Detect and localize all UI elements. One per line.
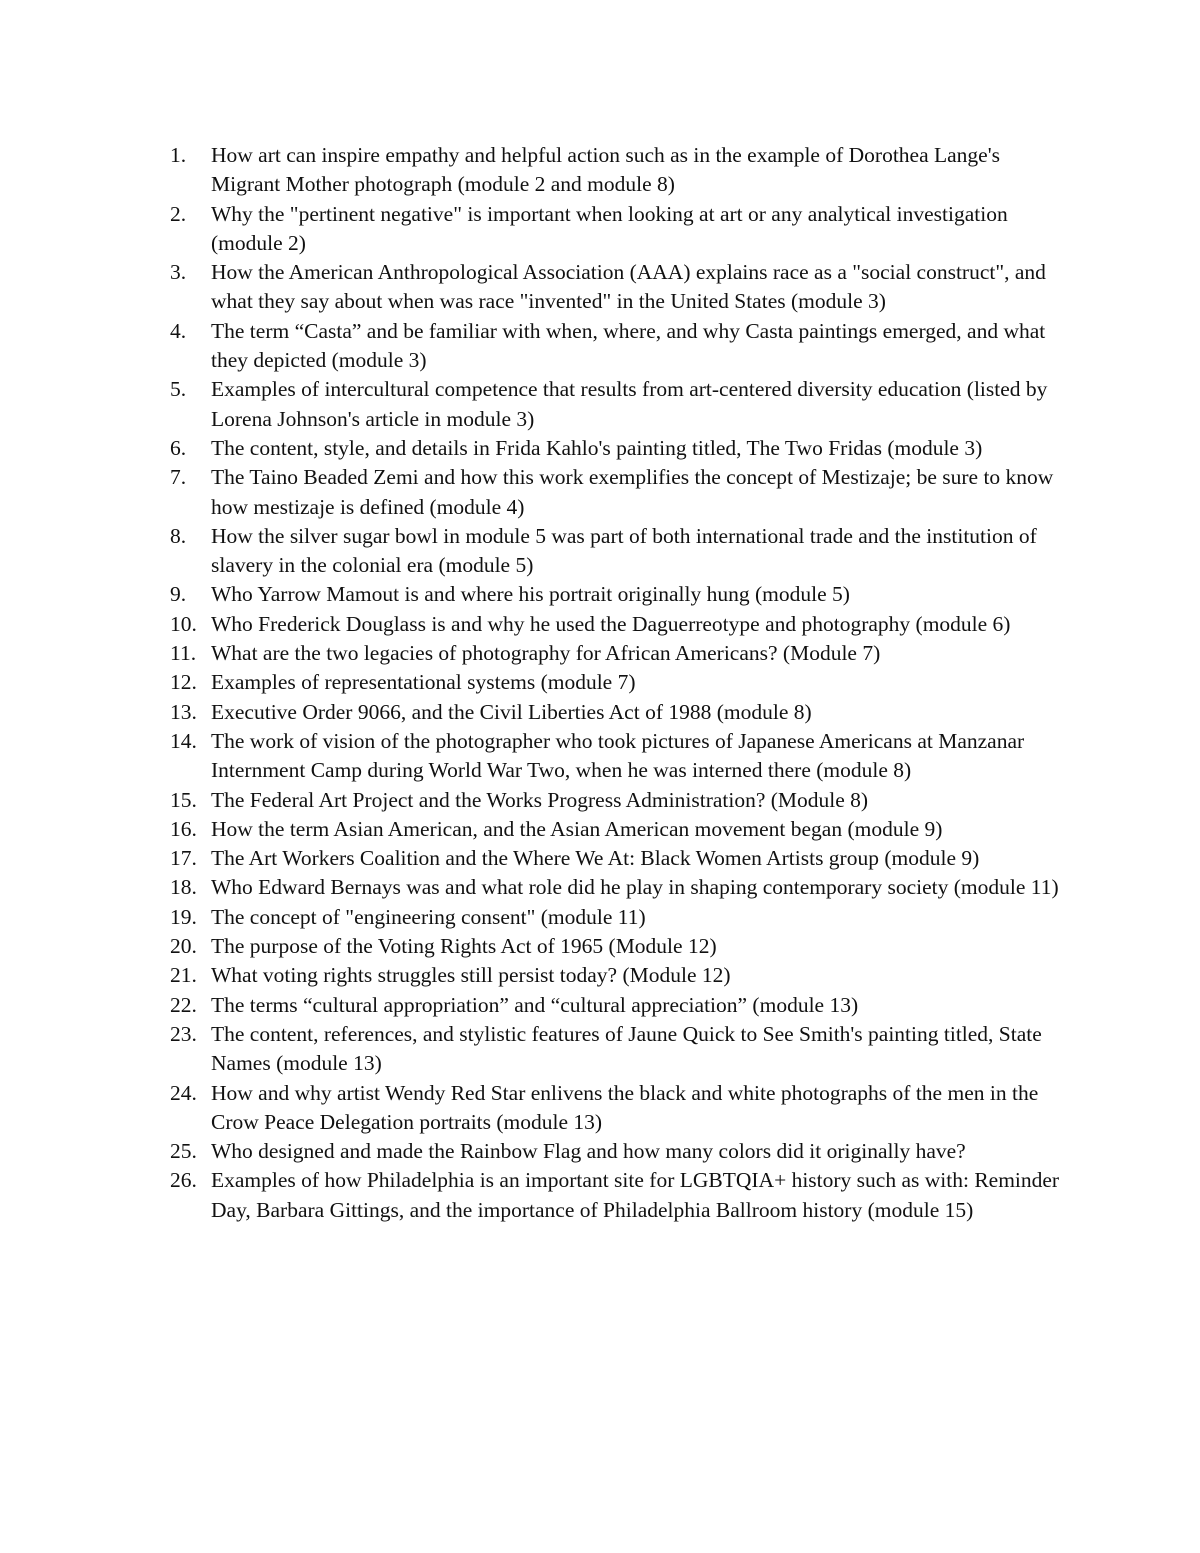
item-text: The work of vision of the photographer who took pictures of Japanese Americans at Manzanar Internment Camp during World War Two, when he was interned there (module 8) [211, 728, 1025, 783]
item-text: How art can inspire empathy and helpful action such as in the example of Dorothea Lange's Migrant Mother photograph (module 2 and module 8) [211, 143, 1000, 197]
item-number: 20. [170, 934, 197, 959]
list-item [170, 1079, 1070, 1138]
item-number: 23. [170, 1021, 197, 1046]
item-number: 10. [170, 611, 197, 636]
item-number: 13. [170, 699, 197, 724]
item-text: Executive Order 9066, and the Civil Liberties Act of 1988 (module 8) [211, 699, 812, 724]
list-item [170, 639, 1070, 668]
item-number: 7. [170, 465, 187, 490]
list-item [170, 258, 1070, 317]
item-number: 24. [170, 1080, 197, 1105]
item-number: 16. [170, 816, 197, 841]
item-text: Who Edward Bernays was and what role did he play in shaping contemporary society (module 11) [211, 875, 1059, 900]
item-text: What are the two legacies of photography for African Americans? (Module 7) [211, 641, 881, 666]
item-text: What voting rights struggles still persist today? (Module 12) [211, 963, 731, 988]
item-number: 19. [170, 904, 197, 929]
item-text: The term “Casta” and be familiar with when, where, and why Casta paintings emerged, and what they depicted (module 3) [211, 318, 1046, 373]
item-number: 17. [170, 846, 197, 871]
item-number: 11. [170, 641, 197, 666]
item-number: 18. [170, 875, 197, 900]
list-item [170, 141, 1070, 200]
list-item [170, 932, 1070, 961]
item-text: How the silver sugar bowl in module 5 was part of both international trade and the institution of slavery in the colonial era (module 5) [211, 523, 1037, 578]
item-text: The content, style, and details in Frida Kahlo's painting titled, The Two Fridas (module 3) [211, 435, 983, 460]
list-item [170, 698, 1070, 727]
study-question-list [170, 141, 1070, 1225]
list-item [170, 1020, 1070, 1079]
list-item [170, 903, 1070, 932]
item-number: 2. [170, 201, 187, 226]
item-text: The Federal Art Project and the Works Progress Administration? (Module 8) [211, 787, 869, 812]
item-number: 15. [170, 787, 197, 812]
list-item [170, 463, 1070, 522]
list-item [170, 873, 1070, 902]
list-item [170, 961, 1070, 990]
list-item [170, 991, 1070, 1020]
list-item [170, 815, 1070, 844]
item-text: Who Yarrow Mamout is and where his portrait originally hung (module 5) [211, 582, 850, 607]
item-text: How the term Asian American, and the Asian American movement began (module 9) [211, 816, 943, 841]
item-number: 4. [170, 318, 187, 343]
item-text: How and why artist Wendy Red Star enlivens the black and white photographs of the men in the Crow Peace Delegation portraits (module 13) [211, 1080, 1039, 1134]
item-text: Examples of representational systems (module 7) [211, 670, 636, 695]
item-text: Examples of intercultural competence that results from art-centered diversity education (listed by Lorena Johnson's article in module 3) [211, 377, 1048, 431]
item-text: Who designed and made the Rainbow Flag and how many colors did it originally have? [211, 1139, 966, 1164]
item-number: 5. [170, 377, 187, 402]
item-number: 6. [170, 435, 187, 460]
list-item [170, 727, 1070, 786]
item-number: 1. [170, 143, 187, 167]
item-text: Why the "pertinent negative" is important when looking at art or any analytical investigation (module 2) [211, 201, 1008, 255]
item-text: Who Frederick Douglass is and why he used the Daguerreotype and photography (module 6) [211, 611, 1011, 636]
list-item [170, 375, 1070, 434]
item-number: 12. [170, 670, 197, 695]
item-text: The terms “cultural appropriation” and “cultural appreciation” (module 13) [211, 992, 859, 1017]
list-item [170, 844, 1070, 873]
list-item [170, 522, 1070, 581]
item-number: 22. [170, 992, 197, 1017]
list-item [170, 200, 1070, 259]
item-number: 14. [170, 728, 197, 753]
item-number: 26. [170, 1168, 197, 1193]
item-number: 3. [170, 260, 187, 285]
item-number: 21. [170, 963, 197, 988]
list-item [170, 1137, 1070, 1166]
list-item [170, 317, 1070, 376]
list-item [170, 610, 1070, 639]
item-number: 25. [170, 1139, 197, 1164]
item-text: The concept of "engineering consent" (module 11) [211, 904, 646, 929]
list-item [170, 434, 1070, 463]
list-item [170, 668, 1070, 697]
item-text: The content, references, and stylistic features of Jaune Quick to See Smith's painting titled, State Names (module 13) [211, 1021, 1042, 1076]
item-number: 9. [170, 582, 187, 607]
item-number: 8. [170, 523, 187, 548]
list-item [170, 580, 1070, 609]
item-text: Examples of how Philadelphia is an important site for LGBTQIA+ history such as with: Reminder Day, Barbara Gittings, and the importance of Philadelphia Ballroom history (module 15) [211, 1168, 1060, 1222]
item-text: How the American Anthropological Association (AAA) explains race as a "social construct", and what they say about when was race "invented" in the United States (module 3) [211, 260, 1046, 314]
item-text: The Art Workers Coalition and the Where We At: Black Women Artists group (module 9) [211, 846, 980, 871]
item-text: The purpose of the Voting Rights Act of 1965 (Module 12) [211, 934, 717, 959]
item-text: The Taino Beaded Zemi and how this work exemplifies the concept of Mestizaje; be sure to know how mestizaje is defined (module 4) [211, 465, 1054, 519]
list-item [170, 786, 1070, 815]
list-item [170, 1166, 1070, 1225]
